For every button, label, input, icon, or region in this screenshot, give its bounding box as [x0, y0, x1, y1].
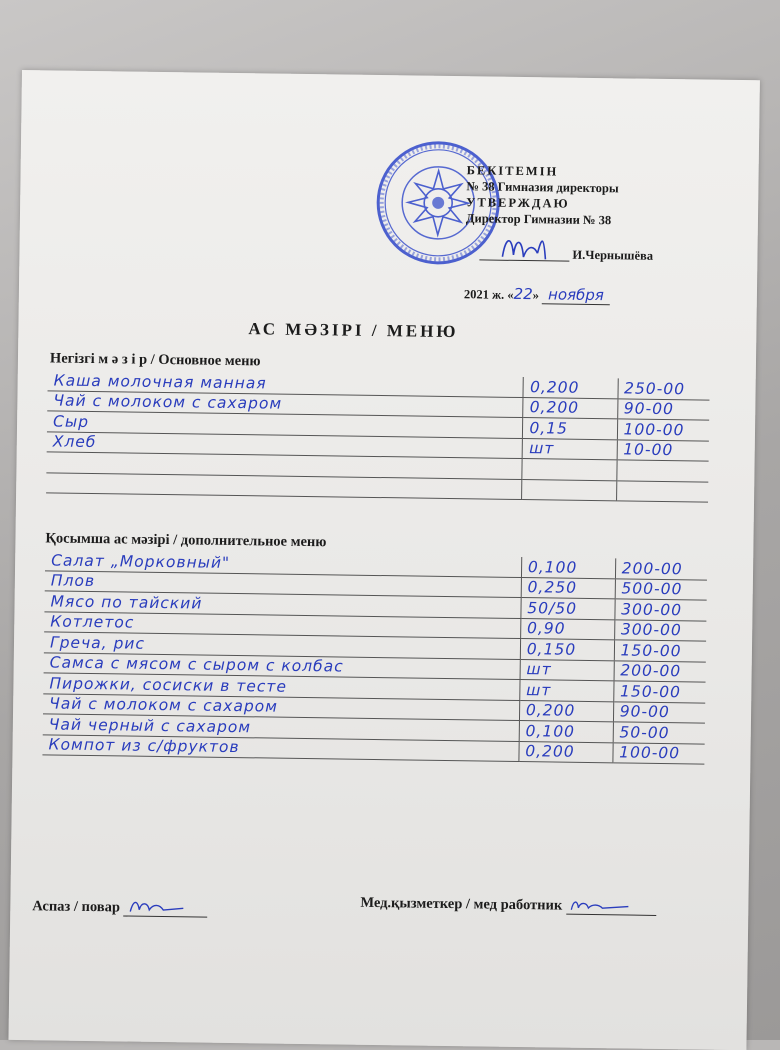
approval-line-ru: УТВЕРЖДАЮ: [466, 195, 570, 211]
medic-label: Мед.қызметкер / мед работник: [360, 894, 563, 914]
dish-price: 300-00: [620, 620, 682, 640]
dish-price-cell: [613, 681, 705, 703]
dish-price: 50-00: [619, 722, 670, 742]
cook-signature-field: [32, 898, 208, 917]
dish-price: 250-00: [623, 378, 686, 398]
date-month: ноября: [542, 285, 610, 305]
medic-signature: [568, 896, 630, 915]
dish-name: Компот из с/фруктов: [48, 735, 240, 757]
date-sep: »: [532, 288, 540, 303]
dish-price: 300-00: [621, 599, 683, 619]
extra-menu-title: Қосымша ас мәзірі / дополнительное меню: [45, 530, 327, 551]
dish-price-cell: [617, 439, 709, 461]
dish-portion-cell: [523, 418, 617, 440]
dish-price: 500-00: [621, 579, 683, 599]
dish-portion: 0,100: [525, 721, 576, 741]
dish-portion-cell: [519, 700, 613, 722]
menu-sheet: [8, 70, 759, 1050]
dish-name: Самса с мясом с сыром с колбас: [49, 653, 344, 676]
dish-price: 90-00: [623, 399, 675, 419]
dish-name: Хлеб: [52, 432, 97, 452]
approval-director-kz: № 38 Гимназия директоры: [466, 179, 619, 196]
medic-signature-line: [566, 898, 656, 916]
dish-price: 10-00: [623, 440, 674, 460]
dish-price-cell: [613, 742, 705, 764]
dish-portion: шт: [526, 680, 552, 699]
dish-price: 200-00: [620, 661, 682, 681]
main-menu-table: [46, 370, 710, 502]
dish-price: 200-00: [621, 558, 683, 578]
medic-signature-field: [360, 895, 656, 916]
dish-name: Пирожки, сосиски в тесте: [49, 673, 288, 696]
dish-portion: 0,150: [526, 639, 577, 659]
dish-price-cell: [617, 398, 709, 420]
dish-portion-cell: [519, 741, 613, 763]
dish-price-cell: [615, 578, 707, 600]
dish-name: Мясо по тайский: [50, 591, 203, 613]
dish-portion-cell: [522, 459, 616, 481]
dish-portion-cell: [520, 639, 614, 661]
dish-name: Чай с молоком с сахаром: [53, 391, 283, 413]
menu-title: АС МӘЗІРІ / МЕНЮ: [248, 319, 459, 342]
dish-name: Котлетос: [50, 612, 135, 632]
date-prefix: 2021 ж. «: [463, 287, 514, 302]
dish-name: Сыр: [52, 411, 90, 431]
dish-portion: 0,200: [529, 377, 580, 397]
dish-name: Каша молочная манная: [53, 370, 267, 392]
dish-portion-cell: [523, 438, 617, 460]
dish-portion-cell: [521, 557, 615, 578]
dish-portion: 0,250: [527, 578, 578, 597]
dish-price-cell: [616, 480, 708, 502]
dish-price-cell: [613, 722, 705, 744]
cook-signature-line: [123, 900, 207, 918]
extra-menu-table: [42, 550, 707, 764]
dish-portion-cell: [520, 680, 614, 702]
cook-label: Аспаз / повар: [32, 898, 121, 916]
dish-name: Салат „Морковный": [51, 550, 231, 572]
date-day: 22: [513, 284, 533, 304]
dish-portion-cell: [521, 598, 615, 620]
dish-portion: 0,200: [525, 701, 576, 720]
dish-name: Чай черный с сахаром: [48, 714, 252, 736]
dish-portion: 0,200: [529, 398, 580, 417]
dish-name: Чай с молоком с сахаром: [49, 694, 279, 716]
dish-price: 150-00: [619, 681, 682, 701]
cook-signature: [127, 896, 187, 917]
dish-portion-cell: [522, 479, 616, 501]
dish-portion: 0,15: [529, 418, 569, 438]
approval-line-kz: БЕКІТЕМІН: [466, 163, 559, 179]
dish-price-cell: [617, 419, 709, 441]
dish-portion-cell: [523, 377, 617, 398]
dish-portion: шт: [529, 439, 555, 458]
approval-block: [466, 162, 619, 228]
dish-portion: 0,100: [527, 557, 578, 577]
dish-portion: шт: [526, 660, 552, 679]
dish-portion: 0,200: [525, 742, 575, 761]
dish-price-cell: [616, 460, 708, 482]
dish-price: 150-00: [620, 640, 682, 660]
dish-price-cell: [614, 619, 706, 641]
dish-price-cell: [613, 701, 705, 723]
dish-price-cell: [614, 640, 706, 662]
dish-price: 90-00: [619, 702, 670, 722]
dish-name: Греча, рис: [49, 632, 146, 653]
dish-price-cell: [615, 599, 707, 621]
dish-portion: 0,90: [526, 619, 566, 638]
dish-portion-cell: [521, 577, 615, 599]
main-menu-title: Негізгі м ә з і р / Основное меню: [49, 350, 261, 370]
dish-portion-cell: [520, 618, 614, 640]
dish-portion-cell: [520, 659, 614, 681]
dish-portion-cell: [519, 721, 613, 743]
dish-price-cell: [617, 378, 709, 399]
approval-director-ru: Директор Гимназии № 38: [465, 211, 612, 228]
dish-price-cell: [615, 558, 707, 579]
dish-name: Плов: [50, 571, 96, 591]
dish-portion-cell: [523, 397, 617, 419]
approval-date: [464, 284, 610, 304]
dish-portion: 50/50: [527, 598, 578, 618]
dish-price-cell: [614, 660, 706, 682]
director-name: И.Чернышёва: [572, 247, 654, 263]
dish-price: 100-00: [623, 419, 685, 439]
dish-price: 100-00: [619, 743, 681, 763]
